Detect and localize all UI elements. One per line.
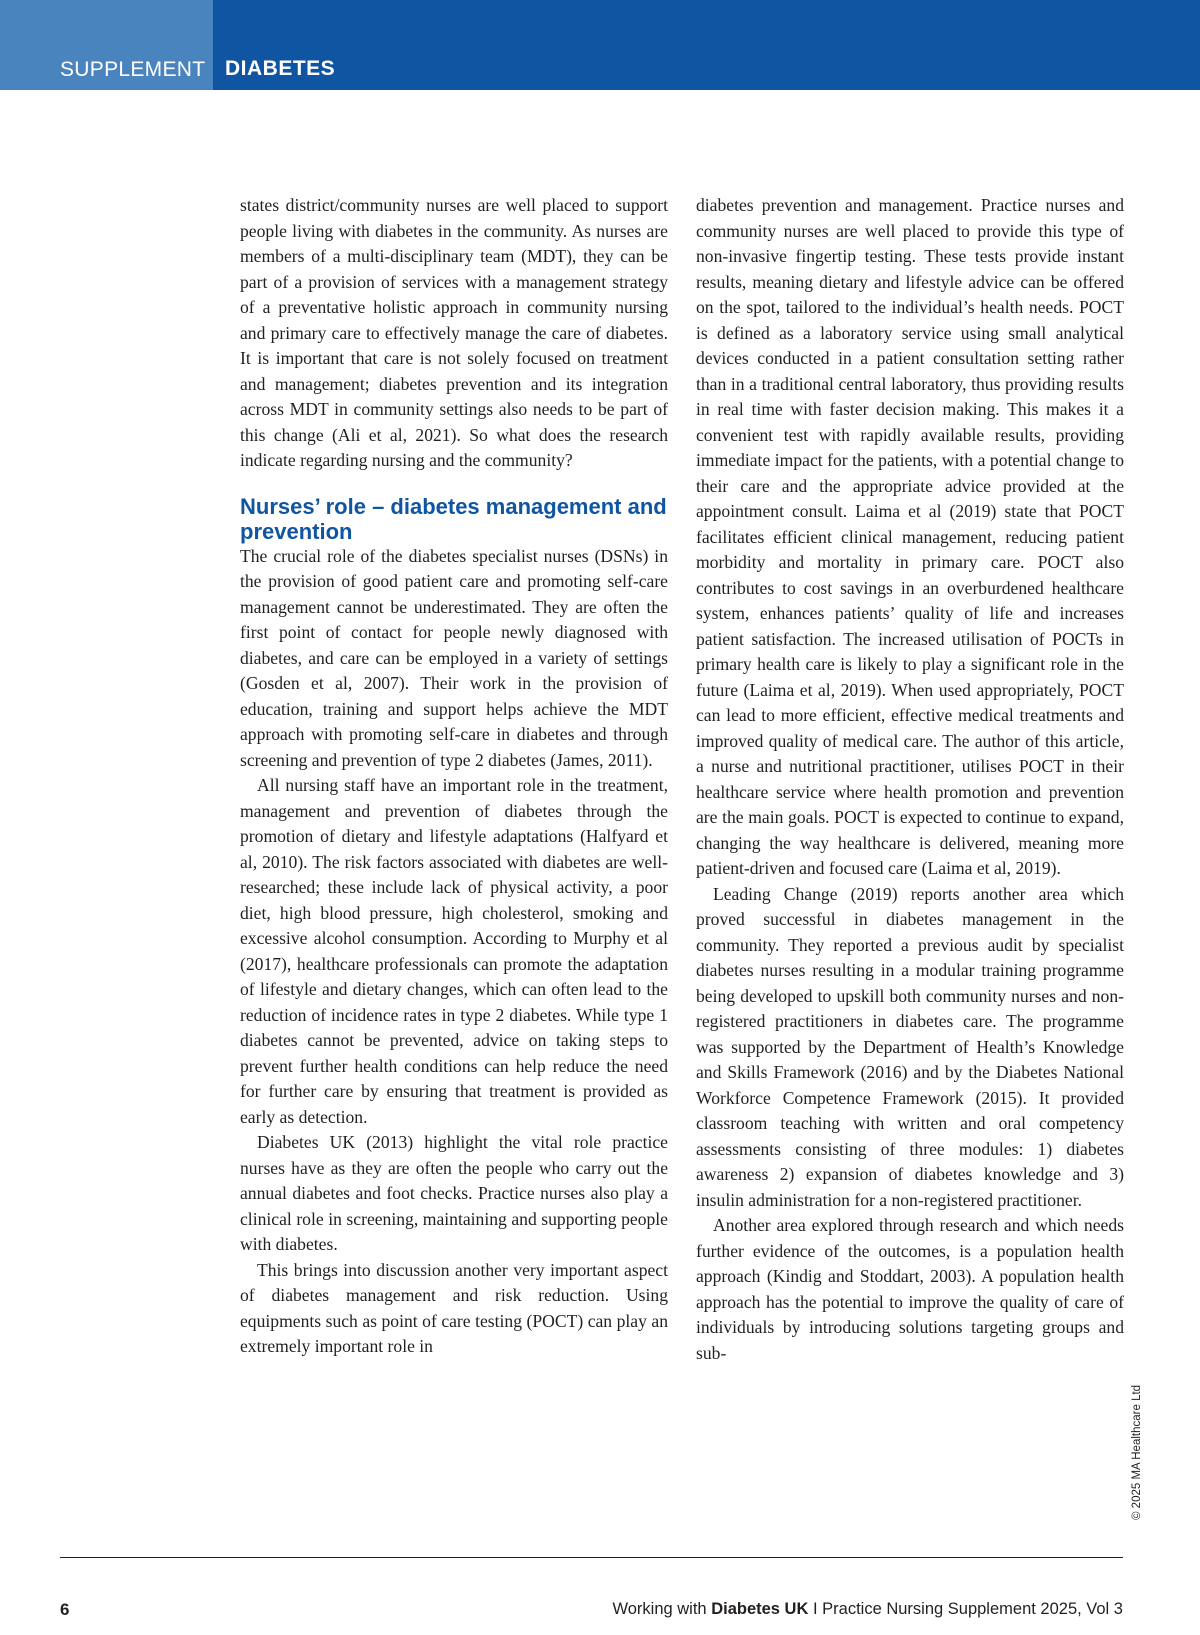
left-paragraph-2: The crucial role of the diabetes specialist nurses (DSNs) in the provision of good patient care and promoting self-care management cannot be underestimated. They are often the first point of contact for people newly diagnosed with diabetes, and care can be employed in a variety of settings (Gosden et al, 2007). Their work in the provision of education, training and support helps achieve the MDT approach with promoting self-care in diabetes and through screening and prevention of type 2 diabetes (James, 2011). bbox=[240, 545, 668, 770]
left-paragraph-4: Diabetes UK (2013) highlight the vital role practice nurses have as they are often the people who carry out the annual diabetes and foot checks. Practice nurses also play a clinical role in screening, maintaining and supporting people with diabetes. bbox=[240, 1132, 668, 1254]
right-paragraph-1: diabetes prevention and management. Practice nurses and community nurses are well placed to provide this type of non-invasive fingertip testing. These tests provide instant results, meaning dietary and lifestyle advice can be offered on the spot, tailored to the individual’s health needs. POCT is defined as a laboratory service using small analytical devices conducted in a patient consultation setting rather than in a traditional central laboratory, thus providing results in real time with faster decision making. This makes it a convenient test with rapidly available results, providing immediate impact for the patients, with a potential change to their care and the appropriate advice provided at the appointment consult. Laima et al (2019) state that POCT facilitates efficient clinical management, reducing patient morbidity and mortality in primary care. POCT also contributes to cost savings in an overburdened healthcare system, enhances patients’ quality of life and increases patient satisfaction. The increased utilisation of POCTs in primary health care is likely to play a significant role in the future (Laima et al, 2019). When used appropriately, POCT can lead to more efficient, effective medical treatments and improved quality of medical care. The author of this article, a nurse and nutritional practitioner, utilises POCT in their healthcare service where health promotion and prevention are the main goals. POCT is expected to continue to expand, changing the way healthcare is delivered, meaning more patient-driven and focused care (Laima et al, 2019). bbox=[696, 195, 1124, 878]
left-paragraph-1: states district/community nurses are well placed to support people living with diabetes in the community. As nurses are members of a multi-disciplinary team (MDT), they can be part of a provision of services with a management strategy of a preventative holistic approach in community nursing and primary care to effectively manage the care of diabetes. It is important that care is not solely focused on treatment and management; diabetes prevention and its integration across MDT in community settings also needs to be part of this change (Ali et al, 2021). So what does the research indicate regarding nursing and the community? bbox=[240, 195, 668, 470]
right-paragraph-2: Leading Change (2019) reports another area which proved successful in diabetes management in the community. They reported a previous audit by specialist diabetes nurses resulting in a modular training programme being developed to upskill both community nurses and non-registered practitioners in diabetes care. The programme was supported by the Department of Health’s Knowledge and Skills Framework (2016) and by the Diabetes National Workforce Competence Framework (2015). It provided classroom teaching with written and oral competency assessments consisting of three modules: 1) diabetes awareness 2) expansion of diabetes knowledge and 3) insulin administration for a non-registered practitioner. bbox=[696, 883, 1124, 1210]
footer-brand: Diabetes UK bbox=[711, 1600, 809, 1618]
footer-suffix: I Practice Nursing Supplement 2025, Vol 3 bbox=[808, 1600, 1123, 1618]
left-paragraph-5: This brings into discussion another very important aspect of diabetes management and risk reduction. Using equipments such as point of care testing (POCT) can play an extremely important role in bbox=[240, 1259, 668, 1356]
header-bar bbox=[0, 0, 1200, 90]
section-heading: Nurses’ role – diabetes management and prevention bbox=[240, 493, 667, 544]
right-column bbox=[696, 193, 1124, 1366]
left-column bbox=[240, 193, 668, 1360]
right-paragraph-3: Another area explored through research and which needs further evidence of the outcomes, is a population health approach (Kindig and Stoddart, 2003). A population health approach has the potential to improve the quality of care of individuals by introducing solutions targeting groups and sub- bbox=[696, 1215, 1124, 1363]
left-paragraph-3: All nursing staff have an important role in the treatment, management and prevention of diabetes through the promotion of dietary and lifestyle adaptations (Halfyard et al, 2010). The risk factors associated with diabetes are well-researched; these include lack of physical activity, a poor diet, high blood pressure, high cholesterol, smoking and excessive alcohol consumption. According to Murphy et al (2017), healthcare professionals can promote the adaptation of lifestyle and dietary changes, which can often lead to the reduction of incidence rates in type 2 diabetes. While type 1 diabetes cannot be prevented, advice on taking steps to prevent further health conditions can help reduce the need for further care by ensuring that treatment is provided as early as detection. bbox=[240, 775, 668, 1127]
footer-citation bbox=[612, 1600, 1123, 1619]
copyright-notice: © 2025 MA Healthcare Ltd bbox=[1131, 1384, 1143, 1520]
header-section-label: SUPPLEMENT bbox=[60, 58, 206, 81]
page-number: 6 bbox=[60, 1600, 70, 1619]
header-category-label: DIABETES bbox=[225, 57, 336, 80]
footer-prefix: Working with bbox=[612, 1600, 712, 1618]
footer-divider bbox=[60, 1557, 1123, 1558]
